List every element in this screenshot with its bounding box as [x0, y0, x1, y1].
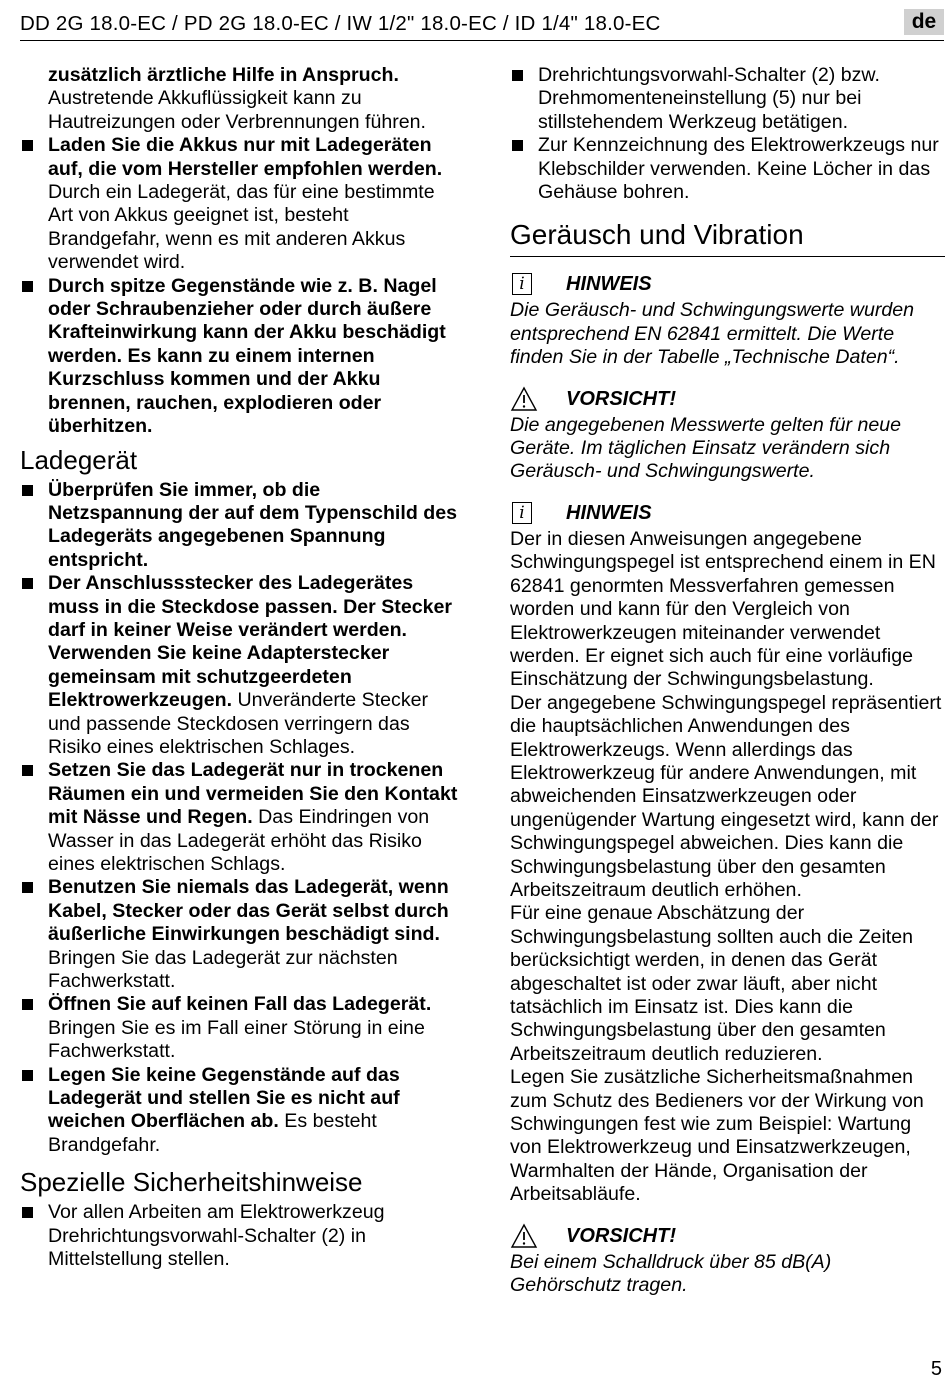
- caution-label: VORSICHT!: [566, 387, 676, 410]
- warning-triangle-icon: [510, 386, 538, 412]
- section-heading-spezielle: Spezielle Sicherheitshinweise: [20, 1167, 363, 1198]
- item-text: Durch ein Ladegerät, das für eine bestimmte Art von Akkus geeignet ist, besteht Brandgefahr, wenn es mit anderen Akkus verwendet wird.: [48, 181, 435, 274]
- warning-triangle-icon: [510, 1223, 538, 1249]
- note-paragraph: Der in diesen Anweisungen angegebene Schwingungspegel ist entsprechend einem in EN 62841 genormten Messverfahren gemessen worden und kann für den Vergleich von Elektrowerkzeugen miteinander verwendet werden. Er eignet sich auch für eine vorläufige Einschätzung der Schwingungsbelastung.: [510, 527, 936, 691]
- item-bold-text: Der Anschlussstecker des Ladegerätes muss in die Steckdose passen. Der Stecker darf in keiner Weise verändert werden. Verwenden Sie keine Adapterstecker gemeinsam mit schutzgeerdeten Elektrowerkzeugen.: [48, 572, 453, 712]
- item-text: Es besteht Brandgefahr.: [48, 1110, 377, 1156]
- list-item: [20, 759, 460, 876]
- page-header: [20, 6, 944, 41]
- caution-text: Die angegebenen Messwerte gelten für neue Geräte. Im täglichen Einsatz verändern sich Geräusch- und Schwingungswerte.: [510, 413, 902, 483]
- item-bold-text: Durch spitze Gegenstände wie z. B. Nagel oder Schraubenzieher oder durch äußere Krafteinwirkung kann der Akku beschädigt werden. Es kann zu einem internen Kurzschluss kommen und der Akku brennen, rauchen, explodieren oder überhitzen.: [48, 274, 446, 438]
- info-icon: i: [512, 273, 532, 295]
- item-bold-text: Setzen Sie das Ladegerät nur in trockenen Räumen ein und vermeiden Sie den Kontakt mit Nässe und Regen.: [48, 759, 458, 829]
- bullet-icon: [512, 70, 523, 81]
- list-item: [20, 1201, 460, 1271]
- item-text: Drehrichtungsvorwahl-Schalter (2) bzw. Drehmomenteneinstellung (5) nur bei stillstehendem Werkzeug betätigen.: [538, 64, 880, 133]
- item-text: Bringen Sie das Ladegerät zur nächsten Fachwerkstatt.: [48, 946, 398, 993]
- list-item: [510, 134, 945, 204]
- list-item: [20, 134, 460, 274]
- note-header: [510, 500, 945, 528]
- page-number: 5: [930, 1358, 942, 1380]
- list-item: [20, 479, 460, 573]
- language-badge: de: [904, 9, 944, 35]
- info-icon: i: [512, 502, 532, 524]
- bullet-icon: [22, 281, 33, 292]
- header-title: DD 2G 18.0-EC / PD 2G 18.0-EC / IW 1/2" 18.0-EC / ID 1/4" 18.0-EC: [20, 12, 661, 35]
- bullet-icon: [22, 485, 33, 496]
- section-heading-ladegeraet: Ladegerät: [20, 444, 138, 475]
- note-label: HINWEIS: [566, 273, 652, 296]
- item-text: Bringen Sie es im Fall einer Störung in eine Fachwerkstatt.: [48, 1016, 425, 1063]
- list-item: [20, 275, 460, 439]
- item-bold-text: Öffnen Sie auf keinen Fall das Ladegerät.: [48, 993, 432, 1016]
- item-bold-text: zusätzlich ärztliche Hilfe in Anspruch.: [48, 64, 399, 86]
- bullet-icon: [22, 140, 33, 151]
- bullet-icon: [22, 882, 33, 893]
- list-item: [20, 876, 460, 993]
- bullet-icon: [22, 765, 33, 776]
- list-item: [20, 993, 460, 1063]
- bullet-icon: [22, 999, 33, 1010]
- note-paragraph: Der angegebene Schwingungspegel repräsentiert die hauptsächlichen Anwendungen des Elektrowerkzeugs. Wenn allerdings das Elektrowerkzeug für andere Anwendungen, mit abweichenden Einsatzwerkzeugen oder ungenügender Wartung eingesetzt wird, kann der Schwingungspegel abweichen. Dies kann die Schwingungsbelastung über den gesamten Arbeitszeitraum deutlich erhöhen.: [510, 691, 942, 901]
- bullet-icon: [22, 1070, 33, 1081]
- note-text: Die Geräusch- und Schwingungswerte wurden entsprechend EN 62841 ermittelt. Die Werte finden Sie in der Tabelle „Technische Daten“.: [510, 299, 915, 369]
- section-heading-geraeusch: Geräusch und Vibration: [510, 218, 945, 257]
- bullet-icon: [512, 140, 523, 151]
- caution-label: VORSICHT!: [566, 1224, 676, 1247]
- caution-header: [510, 386, 945, 414]
- item-text: Vor allen Arbeiten am Elektrowerkzeug Drehrichtungsvorwahl-Schalter (2) in Mittelstellung stellen.: [48, 1201, 385, 1271]
- bullet-icon: [22, 578, 33, 589]
- left-column: [20, 64, 460, 1272]
- item-text: Austretende Akkuflüssigkeit kann zu Hautreizungen oder Verbrennungen führen.: [48, 87, 427, 133]
- item-bold-text: Überprüfen Sie immer, ob die Netzspannung der auf dem Typenschild des Ladegeräts angegebenen Spannung entspricht.: [48, 478, 457, 571]
- list-item: [20, 64, 460, 134]
- right-column: [510, 64, 945, 1297]
- note-paragraph: Für eine genaue Abschätzung der Schwingungsbelastung sollten auch die Zeiten berücksichtigt werden, in denen das Gerät abgeschaltet ist oder zwar läuft, aber nicht tatsächlich im Einsatz ist. Dies kann die Schwingungsbelastung über den gesamten Arbeitszeitraum deutlich reduzieren.: [510, 902, 914, 1065]
- list-item: [20, 572, 460, 759]
- item-bold-text: Benutzen Sie niemals das Ladegerät, wenn Kabel, Stecker oder das Gerät selbst durch äußerliche Einwirkungen beschädigt sind.: [48, 876, 449, 946]
- item-bold-text: Laden Sie die Akkus nur mit Ladegeräten auf, die vom Hersteller empfohlen werden.: [48, 134, 443, 180]
- item-bold-text: Legen Sie keine Gegenstände auf das Ladegerät und stellen Sie es nicht auf weichen Oberflächen ab.: [48, 1063, 400, 1133]
- caution-header: [510, 1223, 945, 1251]
- note-label: HINWEIS: [566, 501, 652, 524]
- list-item: [510, 64, 945, 134]
- bullet-icon: [22, 1207, 33, 1218]
- note-header: [510, 271, 945, 299]
- item-text: Das Eindringen von Wasser in das Ladegerät erhöht das Risiko eines elektrischen Schlags.: [48, 806, 430, 875]
- note-paragraph: Legen Sie zusätzliche Sicherheitsmaßnahmen zum Schutz des Bedieners vor der Wirkung von Schwingungen fest wie zum Beispiel: Wartung von Elektrowerkzeug und Einsatzwerkzeugen, Warmhalten der Hände, Organisation der Arbeitsabläufe.: [510, 1066, 924, 1206]
- item-text: Unveränderte Stecker und passende Steckdosen verringern das Risiko eines elektrischen Schlages.: [48, 689, 429, 758]
- item-text: Zur Kennzeichnung des Elektrowerkzeugs nur Klebschilder verwenden. Keine Löcher in das Gehäuse bohren.: [538, 134, 939, 204]
- list-item: [20, 1064, 460, 1158]
- caution-text: Bei einem Schalldruck über 85 dB(A) Gehörschutz tragen.: [510, 1250, 832, 1297]
